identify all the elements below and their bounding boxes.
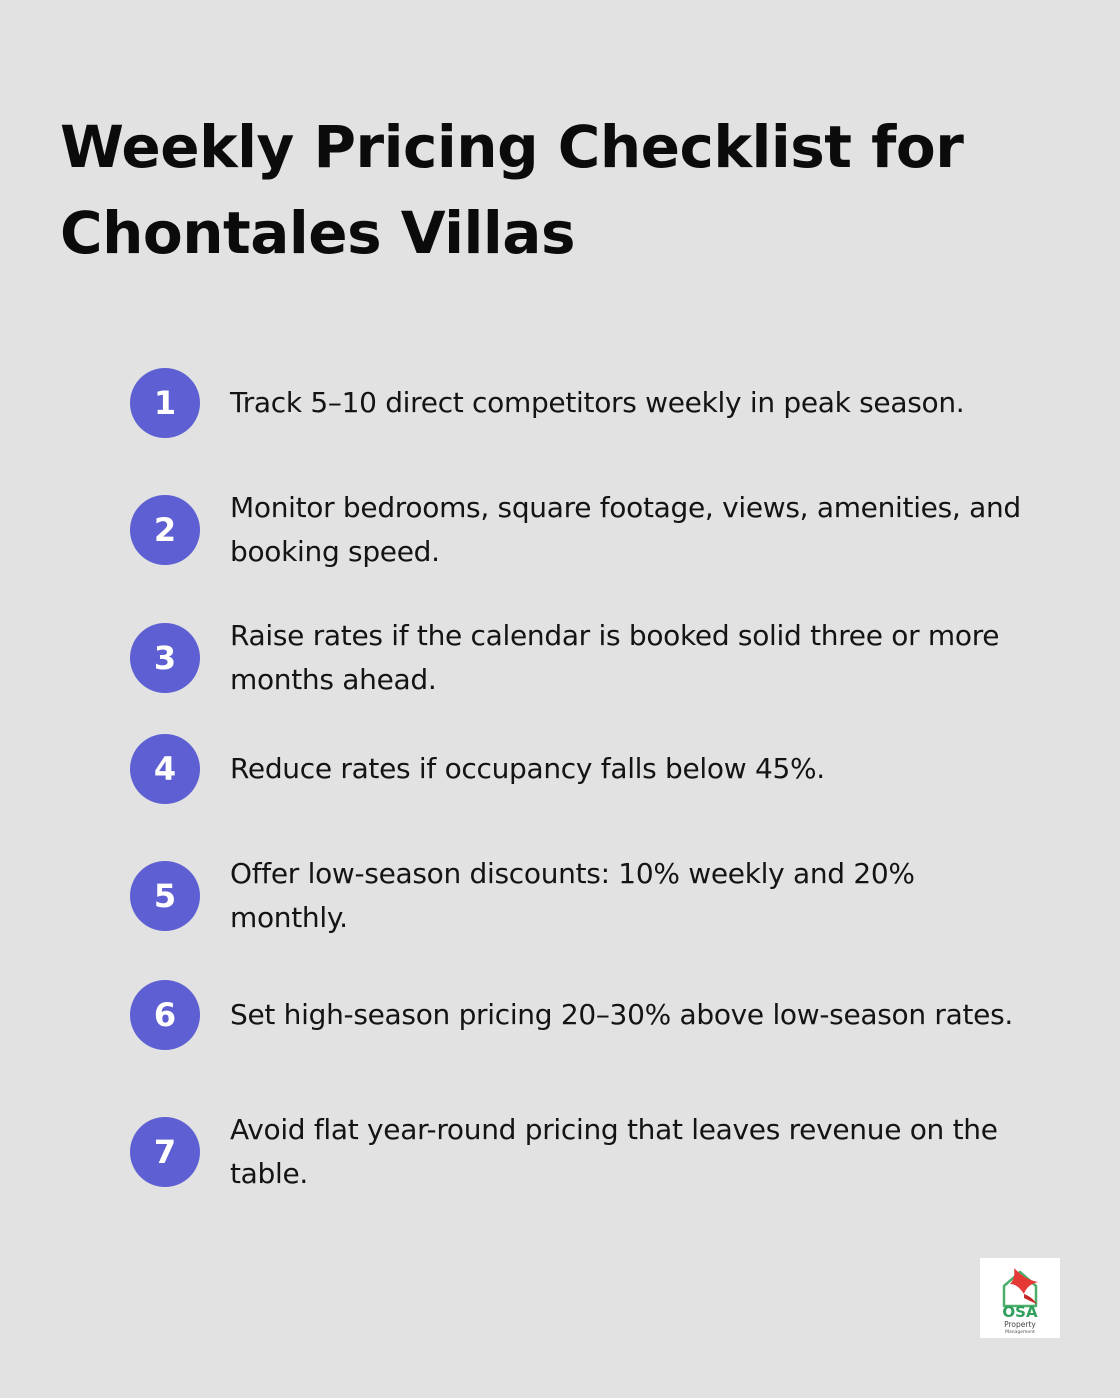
checklist-item: [130, 1108, 1030, 1196]
step-number-badge: 7: [130, 1117, 200, 1187]
step-number-badge: 5: [130, 861, 200, 931]
step-number-badge: 2: [130, 495, 200, 565]
page-title: Weekly Pricing Checklist for Chontales Villas: [60, 113, 964, 267]
step-number-badge: 3: [130, 623, 200, 693]
checklist-item: [130, 980, 1030, 1050]
checklist-item-text: Monitor bedrooms, square footage, views, amenities, and booking speed.: [230, 491, 1021, 568]
step-number-badge: 1: [130, 368, 200, 438]
checklist-item-text: Avoid flat year-round pricing that leaves revenue on the table.: [230, 1113, 998, 1190]
checklist-item-text: Track 5–10 direct competitors weekly in peak season.: [230, 386, 965, 419]
logo-line2-text: Management: [1005, 1330, 1035, 1335]
checklist-item-text: Reduce rates if occupancy falls below 45%.: [230, 752, 825, 785]
company-logo: [980, 1258, 1060, 1338]
checklist-item: [130, 852, 1030, 940]
house-with-bird-icon: [980, 1258, 1060, 1338]
checklist-item-text: Raise rates if the calendar is booked solid three or more months ahead.: [230, 619, 1000, 696]
step-number-badge: 4: [130, 734, 200, 804]
checklist-item: [130, 368, 1030, 438]
logo-line1-text: Property: [1004, 1320, 1036, 1329]
checklist-item: [130, 614, 1030, 702]
checklist-item-text: Set high-season pricing 20–30% above low-season rates.: [230, 998, 1013, 1031]
checklist-item-text: Offer low-season discounts: 10% weekly and 20% monthly.: [230, 857, 915, 934]
checklist-item: [130, 734, 1030, 804]
checklist-item: [130, 486, 1030, 574]
step-number-badge: 6: [130, 980, 200, 1050]
logo-brand-text: OSA: [1002, 1303, 1038, 1321]
